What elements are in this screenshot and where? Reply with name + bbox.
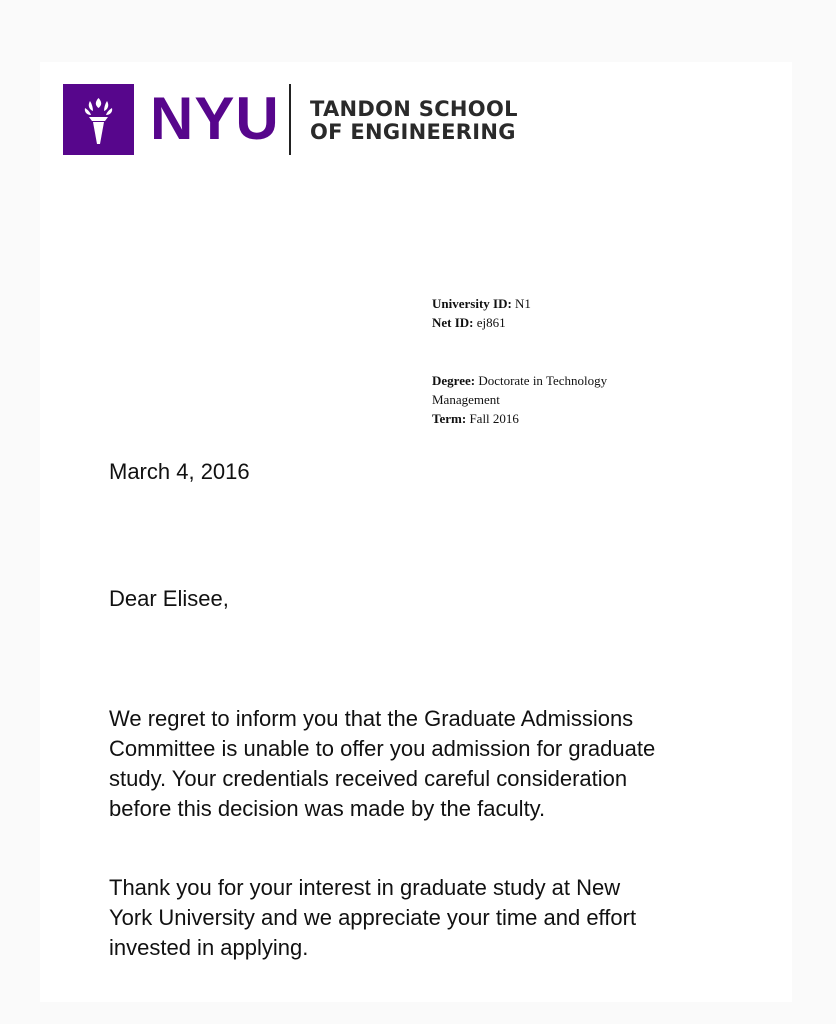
paragraph-line: York University and we appreciate your time and effort [109,905,637,930]
nyu-wordmark: NYU [150,85,280,152]
nyu-logo-mark [63,84,134,155]
school-name-line1: TANDON SCHOOL [310,97,518,121]
salutation: Dear Elisee, [109,586,229,611]
net-id-value: ej861 [476,315,506,330]
university-id-row [432,294,531,313]
school-name-line2: OF ENGINEERING [310,120,516,144]
degree-label: Degree: [432,373,476,388]
paragraph-line: before this decision was made by the faculty. [109,796,546,821]
degree-value-line1: Doctorate in Technology [478,373,608,388]
term-row [432,409,652,428]
net-id-row [432,313,531,332]
letter-date: March 4, 2016 [109,459,250,484]
logo-divider [289,84,291,155]
university-id-value: N1 [515,296,531,311]
applicant-ids [432,294,531,332]
paragraph-line: We regret to inform you that the Graduate Admissions [109,706,634,731]
applicant-program [432,371,652,428]
school-name [310,98,518,144]
letter-page [40,62,792,1002]
paragraph-line: study. Your credentials received careful consideration [109,766,628,791]
term-value: Fall 2016 [469,411,519,426]
paragraph-line: Committee is unable to offer you admission for graduate [109,736,656,761]
net-id-label: Net ID: [432,315,474,330]
paragraph-line: invested in applying. [109,935,309,960]
paragraph-thanks [109,873,749,963]
degree-row [432,371,652,390]
university-id-label: University ID: [432,296,512,311]
degree-value-line2: Management [432,392,500,407]
paragraph-line: Thank you for your interest in graduate study at New [109,875,621,900]
term-label: Term: [432,411,467,426]
paragraph-decision [109,704,749,824]
torch-icon [63,84,134,155]
